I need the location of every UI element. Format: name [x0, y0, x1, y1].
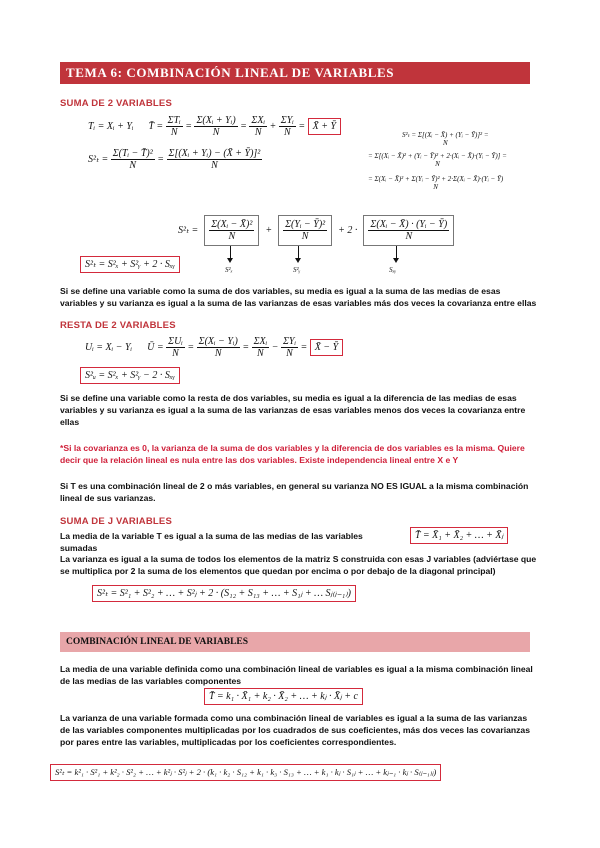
label-sy2: S²ᵧ [293, 266, 301, 274]
diff-variance-result: S²ᵤ = S²ₓ + S²ᵧ − 2 · Sₓᵧ [80, 367, 180, 384]
diff-mean-label: Ū = [147, 341, 164, 353]
fraction: $\frac{\text{Σ[(Xᵢ + Yᵢ) − (X̄ + Ȳ)]²}}{N}$ [168, 148, 261, 171]
sum-mean-result: X̄ + Ȳ [308, 118, 341, 135]
sum-variance-result: S²ₜ = S²ₓ + S²ᵧ + 2 · Sₓᵧ [80, 256, 180, 273]
sum-equation-variance: S²ₜ = $\frac{\text{Σ(Tᵢ − T̄)²}}{N}$ = $\frac{\text{Σ[(Xᵢ + Yᵢ) − (X̄ + Ȳ)]²}}{N}$ [88, 148, 261, 171]
derivation-text: S²ₜ = Σ[(Xᵢ − X̄) + (Yᵢ − Ȳ)]² = [402, 131, 489, 139]
sumj-mean-text: La media de la variable T es igual a la suma de las medias de las variables sumadas [60, 531, 363, 553]
variance-y-box: $\frac{\text{Σ(Yᵢ − Ȳ)²}}{N}$ [278, 215, 332, 246]
variance-label: S²ₜ = [88, 153, 109, 165]
derivation-denominator: N [435, 160, 440, 168]
derivation-text: = Σ(Xᵢ − X̄)² + Σ(Yᵢ − Ȳ)² + 2·Σ(Xᵢ − X̄)·(Yᵢ − Ȳ) [368, 175, 504, 183]
section-heading-resta: RESTA DE 2 VARIABLES [60, 320, 176, 331]
diff-def: Uᵢ = Xᵢ − Yᵢ [85, 341, 133, 353]
section-heading-suma-j: SUMA DE J VARIABLES [60, 516, 173, 527]
section-heading-combinacion: COMBINACIÓN LINEAL DE VARIABLES [60, 632, 530, 652]
fraction: $\frac{\text{ΣYᵢ}}{N}$ [282, 336, 297, 359]
sumj-mean-box: T̄ = X̄₁ + X̄₂ + … + X̄ⱼ [410, 527, 508, 544]
variance-label: S²ₜ = [178, 225, 199, 236]
diff-equation-mean: Uᵢ = Xᵢ − Yᵢ Ū = $\frac{\text{ΣUᵢ}}{N}$ = $\frac{\text{Σ(Xᵢ − Yᵢ)}}{N}$ = $\frac{\text{ΣXᵢ}}{N}$ − $\frac{\text{ΣYᵢ}}{N}$ = X̄ − Ȳ [85, 336, 343, 359]
fraction: $\frac{\text{Σ(Xᵢ + Yᵢ)}}{N}$ [196, 115, 236, 138]
fraction: $\frac{\text{ΣUᵢ}}{N}$ [168, 336, 183, 359]
sum-def: Tᵢ = Xᵢ + Yᵢ [88, 120, 134, 132]
sum-mean-label: T̄ = [148, 120, 164, 132]
section-heading-suma: SUMA DE 2 VARIABLES [60, 98, 173, 109]
diff-explanation: Si se define una variable como la resta de dos variables, su media es igual a la diferencia de las medias de esas variables y su varianza es igual a la suma de las varianzas de esas variables menos dos veces la covarianza entre ellas [60, 393, 526, 427]
diff-mean-result: X̄ − Ȳ [310, 339, 343, 356]
fraction: $\frac{\text{ΣYᵢ}}{N}$ [280, 115, 294, 138]
fraction: $\frac{\text{Σ(Tᵢ − T̄)²}}{N}$ [112, 148, 153, 171]
comb-mean-box: T̄ = k₁ · X̄₁ + k₂ · X̄₂ + … + kⱼ · X̄ⱼ + c [204, 688, 363, 705]
plus-two: + 2 · [338, 225, 358, 236]
fraction: $\frac{\text{Σ(Xᵢ − Yᵢ)}}{N}$ [198, 336, 238, 359]
comb-variance-text: La varianza de una variable formada como una combinación lineal de variables es igual a la suma de las varianzas de las variables componentes multiplicadas por los cuadrados de sus coeficientes, más dos veces las covarianzas por pares entre las variables, multiplicadas por los coeficientes correspondientes. [60, 713, 530, 747]
derivation-denominator: N [442, 139, 448, 147]
variance-x-box: $\frac{\text{Σ(Xᵢ − X̄)²}}{N}$ [204, 215, 259, 246]
derivation-step-1 [402, 131, 489, 147]
sum-explanation: Si se define una variable como la suma de dos variables, su media es igual a la suma de las medias de esas variables y su varianza es igual a la suma de las varianzas de esas variables más dos veces la covarianza entre ellas [60, 286, 537, 308]
label-sx2: S²ₓ [225, 266, 233, 274]
derivation-step-3 [368, 175, 503, 191]
arrow-down-icon [298, 246, 299, 260]
derivation-denominator: N [433, 183, 438, 191]
fraction: $\frac{\text{ΣXᵢ}}{N}$ [251, 115, 266, 138]
derivation-text: = Σ[(Xᵢ − X̄)² + (Yᵢ − Ȳ)² + 2·(Xᵢ − X̄)·(Yᵢ − Ȳ)] = [368, 152, 507, 160]
plus-sign: + [265, 225, 273, 236]
covariance-note: *Si la covarianza es 0, la varianza de la suma de dos variables y la diferencia de dos variables es la misma. Quiere decir que la relación lineal es nula entre las dos variables. Existe independencia lineal entre X e Y [60, 443, 525, 465]
arrow-down-icon [230, 246, 231, 260]
page-title: TEMA 6: COMBINACIÓN LINEAL DE VARIABLES [60, 62, 530, 84]
comb-variance-box: S²ₜ = k²₁ · S²₁ + k²₂ · S²₂ + … + k²ⱼ · S²ⱼ + 2 · (k₁ · k₂ · S₁₂ + k₁ · k₃ · S₁₃ + … + k₁ · kⱼ · S₁ⱼ + … + kⱼ₋₁ · kⱼ · S₍ⱼ₋₁₎ⱼ) [50, 764, 441, 781]
derivation-step-2 [368, 152, 507, 168]
label-sxy: Sₓᵧ [389, 266, 397, 274]
sumj-variance-text: La varianza es igual a la suma de todos los elementos de la matriz S construida con esas J variables (adviértase que se multiplica por 2 la suma de los elementos que quedan por encima o por debajo de la diagonal principal) [60, 554, 537, 576]
sum-equation-mean: Tᵢ = Xᵢ + Yᵢ T̄ = $\frac{\text{ΣTᵢ}}{N}$ = $\frac{\text{Σ(Xᵢ + Yᵢ)}}{N}$ = $\frac{\text{ΣXᵢ}}{N}$ + $\frac{\text{ΣYᵢ}}{N}$ = X̄ + Ȳ [88, 115, 341, 138]
sumj-variance-box: S²ₜ = S²₁ + S²₂ + … + S²ⱼ + 2 · (S₁₂ + S₁₃ + … + S₁ⱼ + … Sⱼ₍ⱼ₋₁₎) [92, 585, 356, 602]
general-note: Si T es una combinación lineal de 2 o más variables, en general su varianza NO ES IGUAL a la misma combinación lineal de sus varianzas. [60, 481, 529, 503]
covariance-box: $\frac{\text{Σ(Xᵢ − X̄) · (Yᵢ − Ȳ)}}{N}$ [363, 215, 454, 246]
comb-mean-text: La media de una variable definida como una combinación lineal de variables es igual a la misma combinación lineal de las medias de las variables componentes [60, 664, 533, 686]
arrow-down-icon [396, 246, 397, 260]
fraction: $\frac{\text{ΣXᵢ}}{N}$ [253, 336, 268, 359]
fraction: $\frac{\text{ΣTᵢ}}{N}$ [167, 115, 181, 138]
variance-decomposition [178, 215, 454, 246]
